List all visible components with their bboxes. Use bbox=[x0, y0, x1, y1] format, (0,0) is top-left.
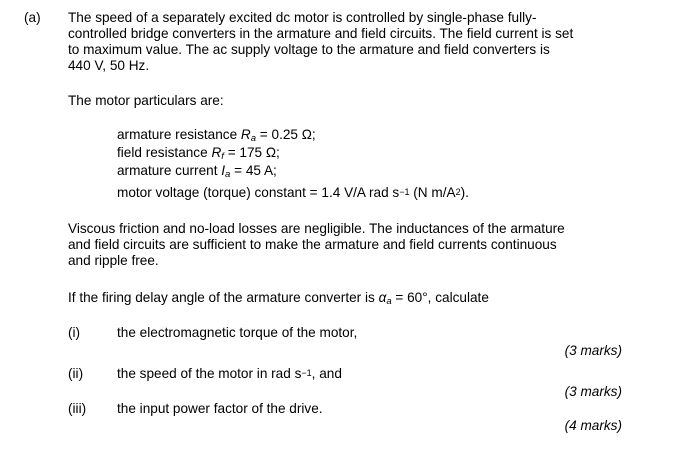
armature-resistance: armature resistance Ra = 0.25 Ω; bbox=[117, 127, 316, 144]
part-iii-number: (iii) bbox=[68, 401, 87, 416]
particulars-heading: The motor particulars are: bbox=[68, 93, 224, 108]
intro-line-4: 440 V, 50 Hz. bbox=[68, 58, 150, 73]
intro-line-1: The speed of a separately excited dc motor is controlled by single-phase fully- bbox=[68, 10, 537, 25]
intro-line-2: controlled bridge converters in the armature and field circuits. The field current is set bbox=[68, 26, 574, 41]
part-ii-marks: (3 marks) bbox=[564, 384, 622, 399]
field-resistance: field resistance Rf = 175 Ω; bbox=[117, 145, 280, 162]
part-iii-text: the input power factor of the drive. bbox=[117, 401, 323, 416]
part-ii-text: the speed of the motor in rad $s^{-1}$, and bbox=[117, 366, 342, 381]
question-label: (a) bbox=[24, 10, 41, 25]
part-i-number: (i) bbox=[68, 325, 81, 340]
assumption-line-1: Viscous friction and no-load losses are negligible. The inductances of the armature bbox=[68, 221, 565, 236]
assumption-line-3: and ripple free. bbox=[68, 253, 159, 268]
part-i-text: the electromagnetic torque of the motor, bbox=[117, 325, 358, 340]
part-ii-number: (ii) bbox=[68, 366, 84, 381]
motor-constant: motor voltage (torque) constant = 1.4 V/A rad $s^{-1}$ (N $m/A^2$). bbox=[117, 185, 469, 200]
assumption-line-2: and field circuits are sufficient to make the armature and field currents continuous bbox=[68, 237, 557, 252]
intro-line-3: to maximum value. The ac supply voltage to the armature and field converters is bbox=[68, 42, 550, 57]
part-i-marks: (3 marks) bbox=[564, 343, 622, 358]
armature-current: armature current Ia = 45 A; bbox=[117, 163, 277, 180]
part-iii-marks: (4 marks) bbox=[564, 418, 622, 433]
firing-angle-statement: If the firing delay angle of the armature converter is αa = 60°, calculate bbox=[68, 290, 489, 307]
